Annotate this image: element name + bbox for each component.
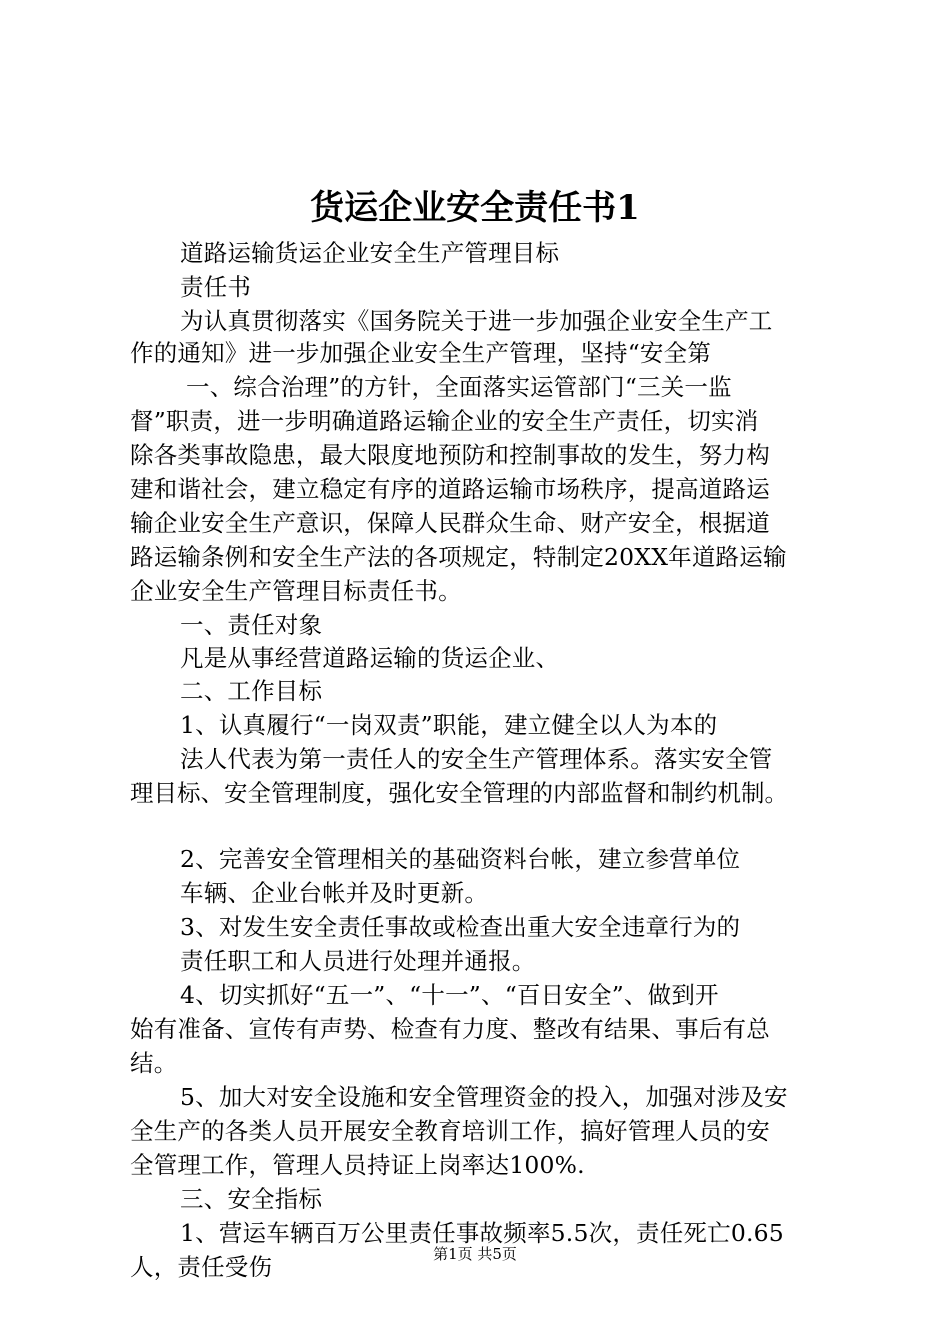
body-line: 始有准备、宣传有声势、检查有力度、整改有结果、事后有总 xyxy=(130,1015,770,1043)
body-line: 为认真贯彻落实《国务院关于进一步加强企业安全生产工 xyxy=(180,307,773,335)
body-line: 企业安全生产管理目标责任书。 xyxy=(130,577,462,605)
body-line: 5、加大对安全设施和安全管理资金的投入，加强对涉及安 xyxy=(180,1083,788,1111)
section-heading: 三、安全指标 xyxy=(180,1185,323,1213)
body-line: 2、完善安全管理相关的基础资料台帐，建立参营单位 xyxy=(180,845,741,873)
body-line: 道路运输货运企业安全生产管理目标 xyxy=(180,239,560,267)
body-line: 输企业安全生产意识，保障人民群众生命、财产安全，根据道 xyxy=(130,509,770,537)
body-line: 督”职责，进一步明确道路运输企业的安全生产责任，切实消 xyxy=(130,407,759,435)
body-line: 4、切实抓好“五一”、“十一”、“百日安全”、做到开 xyxy=(180,981,719,1009)
section-heading: 二、工作目标 xyxy=(180,677,323,705)
body-line: 3、对发生安全责任事故或检查出重大安全违章行为的 xyxy=(180,913,741,941)
page-footer: 第1页 共5页 xyxy=(433,1245,517,1263)
body-line: 路运输条例和安全生产法的各项规定，特制定20XX年道路运输 xyxy=(130,543,787,571)
body-line: 人，责任受伤 xyxy=(130,1253,273,1281)
body-line: 作的通知》进一步加强企业安全生产管理，坚持“安全第 xyxy=(130,339,712,367)
body-line: 理目标、安全管理制度，强化安全管理的内部监督和制约机制。 xyxy=(130,779,788,807)
section-heading: 一、责任对象 xyxy=(180,611,323,639)
body-line: 责任职工和人员进行处理并通报。 xyxy=(180,947,536,975)
body-line: 车辆、企业台帐并及时更新。 xyxy=(180,879,489,907)
body-line: 全管理工作，管理人员持证上岗率达100%. xyxy=(130,1151,585,1179)
body-line: 全生产的各类人员开展安全教育培训工作，搞好管理人员的安 xyxy=(130,1117,770,1145)
body-line: 建和谐社会，建立稳定有序的道路运输市场秩序，提高道路运 xyxy=(130,475,770,503)
body-line: 除各类事故隐患，最大限度地预防和控制事故的发生，努力构 xyxy=(130,441,770,469)
body-line: 法人代表为第一责任人的安全生产管理体系。落实安全管 xyxy=(180,745,773,773)
document-title: 货运企业安全责任书1 xyxy=(310,188,640,228)
body-line: 责任书 xyxy=(180,273,252,301)
body-line: 一、综合治理”的方针，全面落实运管部门“三关一监 xyxy=(186,373,732,401)
body-line: 1、营运车辆百万公里责任事故频率5.5次，责任死亡0.65 xyxy=(180,1219,784,1247)
body-line: 1、认真履行“一岗双责”职能，建立健全以人为本的 xyxy=(180,711,718,739)
body-line: 结。 xyxy=(130,1049,178,1077)
body-line: 凡是从事经营道路运输的货运企业、 xyxy=(180,644,560,672)
